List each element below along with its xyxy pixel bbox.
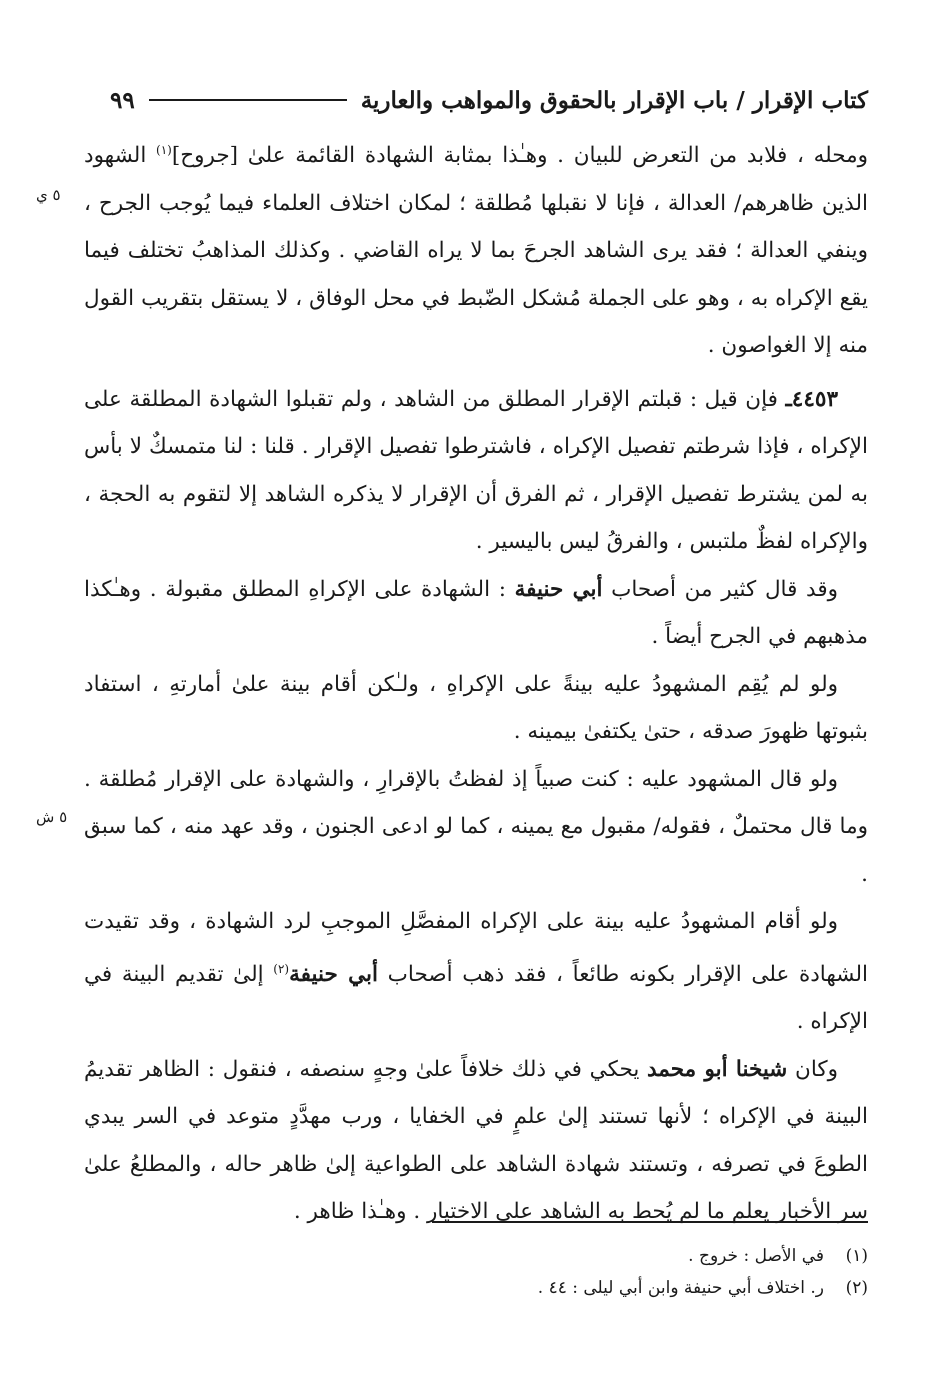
paragraph [84, 376, 868, 566]
footnote [84, 1272, 868, 1304]
footnote-ref: (١) [156, 143, 172, 157]
footnotes [84, 1240, 868, 1304]
paragraph [84, 566, 868, 661]
person-name: أبي حنيفة [289, 961, 378, 987]
text-run: الشهود الذين ظاهرهم/ العدالة ، فإنا لا نقبلها مُطلقة ؛ لمكان اختلاف العلماء فيما يُوجب الجرح ، وينفي العدالة ؛ فقد يرى الشاهد الجرحَ بما لا يراه القاضي . وكذلك المذاهبُ تختلف فيما يقع الإكراه به ، وهو على الجملة مُشكل الضّبط في محل الوفاق ، لا يستقل بتقريب القول منه إلا الغواصون . [84, 143, 868, 359]
paragraph: ولو قال المشهود عليه : كنت صبياً إذ لفظتُ بالإقرارِ ، والشهادة على الإقرار مُطلقة . وما قال محتملٌ ، فقوله/ مقبول مع يمينه ، كما لو ادعى الجنون ، وقد عهد منه ، كما سبق . [84, 766, 868, 887]
text-run: يحكي في ذلك خلافاً علىٰ وجهٍ سنصفه ، فنقول : الظاهر تقديمُ البينة في الإكراه ؛ لأنها تستند إلىٰ علمٍ في الخفايا ، ورب مهدَّدٍ متوعد في السر يبدي الطوعَ في تصرفه ، وتستند شهادة الشاهد على الطواعية إلىٰ ظاهر حاله ، والمطلعُ علىٰ سر الأخبار يعلم ما لم يُحط به الشاهد على الاختيار . وهـٰذا ظاهر . [84, 1056, 868, 1225]
text-run: ومحله ، فلابد من التعرض للبيان . وهـٰذا بمثابة الشهادة القائمة علىٰ [جروح] [171, 143, 868, 169]
text-run: وقد قال كثير من أصحاب [602, 576, 838, 602]
paragraph [84, 1046, 868, 1236]
text-run: : الشهادة على الإكراهِ المطلق مقبولة . وهـٰكذا مذهبهم في الجرح أيضاً . [84, 576, 868, 650]
person-name: أبي حنيفة [514, 576, 603, 602]
text-run: فإن قيل : قبلتم الإقرار المطلق من الشاهد ، ولم تقبلوا الشهادة المطلقة على الإكراه ، فإذا شرطتم تفصيل الإكراه ، فاشترطوا تفصيل الإقرار . قلنا : لنا متمسكٌ لا بأس به لمن يشترط تفصيل الإقرار ، ثم الفرق أن الإقرار لا يذكره الشاهد إلا لتقوم به الحجة ، والإكراه لفظٌ ملتبس ، والفرقُ ليس باليسير . [84, 386, 868, 555]
paragraph [84, 127, 868, 370]
paragraph: ولو لم يُقِم المشهودُ عليه بينةً على الإكراهِ ، ولـٰكن أقام بينة علىٰ أمارتهِ ، استفاد بثبوتها ظهورَ صدقه ، حتىٰ يكتفىٰ بيمينه . [84, 671, 868, 745]
text-run: ولو أقام المشهودُ عليه بينة على الإكراه المفصَّلِ الموجبِ لرد الشهادة ، وقد تقيدت الشهادة على الإقرار بكونه طائعاً ، فقد ذهب أصحاب [84, 909, 868, 987]
main-text [84, 127, 868, 1236]
text-run: وكان [787, 1056, 838, 1082]
person-name: شيخنا أبو محمد [647, 1056, 788, 1082]
text-run: إلىٰ تقديم البينة في الإكراه . [84, 961, 868, 1035]
margin-folio-note: ٥ ش [36, 808, 68, 826]
footnote-text: في الأصل : خروج . [688, 1246, 824, 1266]
page-number: ٩٩ [110, 86, 135, 114]
running-title: كتاب الإقرار / باب الإقرار بالحقوق والمواهب والعارية [360, 86, 868, 114]
footnote-ref: (٢) [273, 961, 290, 976]
footnote-rule [432, 1221, 868, 1223]
footnote-number: (٢) [845, 1278, 868, 1298]
margin-folio-note: ٥ ي [36, 186, 61, 204]
footnote-text: ر. اختلاف أبي حنيفة وابن أبي ليلى : ٤٤ . [537, 1278, 824, 1298]
section-number: ٤٤٥٣ـ [785, 386, 838, 412]
header-rule [149, 99, 347, 101]
paragraph [84, 898, 868, 1046]
footnote-number: (١) [845, 1246, 868, 1266]
footnote [84, 1240, 868, 1272]
running-header [110, 80, 868, 120]
